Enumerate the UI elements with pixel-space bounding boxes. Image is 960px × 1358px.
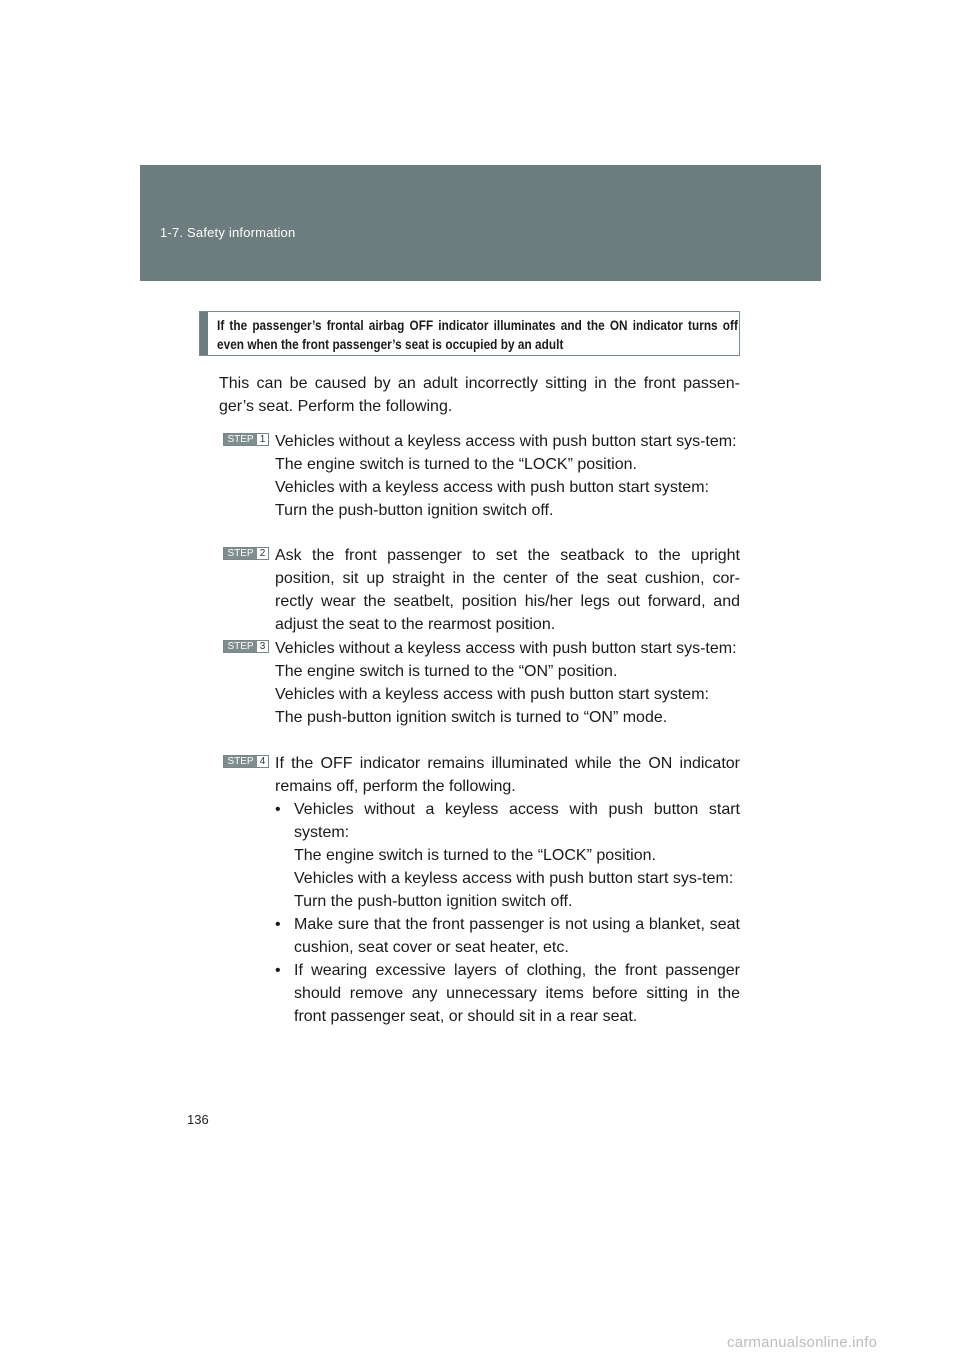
step-line: Vehicles with a keyless access with push button start system: [275,686,709,703]
step-badge [223,640,269,653]
bullet-list [275,798,740,1028]
step-line: The engine switch is turned to the “LOCK” position. [275,456,637,473]
step-line: The engine switch is turned to the “ON” position. [275,663,618,680]
step-body [275,752,740,1028]
step-label: STEP [224,756,257,767]
step-1 [219,430,740,522]
bullet-line: Vehicles with a keyless access with push button start sys-tem: [294,870,734,887]
step-line: Vehicles without a keyless access with push button start sys-tem: [275,433,737,450]
step-line: Vehicles with a keyless access with push button start system: [275,479,709,496]
step-badge [223,433,269,446]
step-body [275,430,740,522]
intro-paragraph: This can be caused by an adult incorrectly sitting in the front passen-ger’s seat. Perform the following. [219,375,740,415]
subsection-heading: If the passenger’s frontal airbag OFF indicator illuminates and the ON indicator turns off even when the front passenger’s seat is occupied by an adult [217,318,738,352]
step-line: If the OFF indicator remains illuminated while the ON indicator remains off, perform the following. [275,755,740,795]
step-body [275,544,740,636]
step-line: The push-button ignition switch is turned to “ON” mode. [275,709,668,726]
step-label: STEP [224,548,257,559]
subsection-heading-box [199,311,740,356]
section-title: 1-7. Safety information [160,225,296,240]
heading-accent-bar [200,312,208,355]
bullet-line: If wearing excessive layers of clothing, the front passenger should remove any unnecessary items before sitting in the front passenger seat, or should sit in a rear seat. [294,962,740,1025]
bullet-line: Turn the push-button ignition switch off. [294,893,573,910]
step-number: 1 [257,434,268,445]
step-3 [219,637,740,729]
bullet-item [275,959,740,1028]
step-label: STEP [224,641,257,652]
step-body [275,637,740,729]
page-number: 136 [187,1112,209,1127]
bullet-line: Vehicles without a keyless access with push button start system: [294,801,740,841]
step-badge [223,755,269,768]
header-band [140,165,821,281]
step-4 [219,752,740,1028]
bullet-line: The engine switch is turned to the “LOCK” position. [294,847,656,864]
bullet-item [275,798,740,913]
step-line: Turn the push-button ignition switch off. [275,502,554,519]
watermark-text: carmanualsonline.info [727,1334,878,1351]
bullet-dot: • [275,801,281,818]
bullet-line: Make sure that the front passenger is not using a blanket, seat cushion, seat cover or seat heater, etc. [294,916,740,956]
step-line: Ask the front passenger to set the seatback to the upright position, sit up straight in the center of the seat cushion, cor-rectly wear the seatbelt, position his/her legs out forward, and adjust the seat to the rearmost position. [275,547,740,633]
step-number: 2 [257,548,268,559]
step-number: 3 [257,641,268,652]
bullet-dot: • [275,962,281,979]
step-2 [219,544,740,636]
bullet-dot: • [275,916,281,933]
bullet-item [275,913,740,959]
step-label: STEP [224,434,257,445]
step-line: Vehicles without a keyless access with push button start sys-tem: [275,640,737,657]
step-badge [223,547,269,560]
step-number: 4 [257,756,268,767]
